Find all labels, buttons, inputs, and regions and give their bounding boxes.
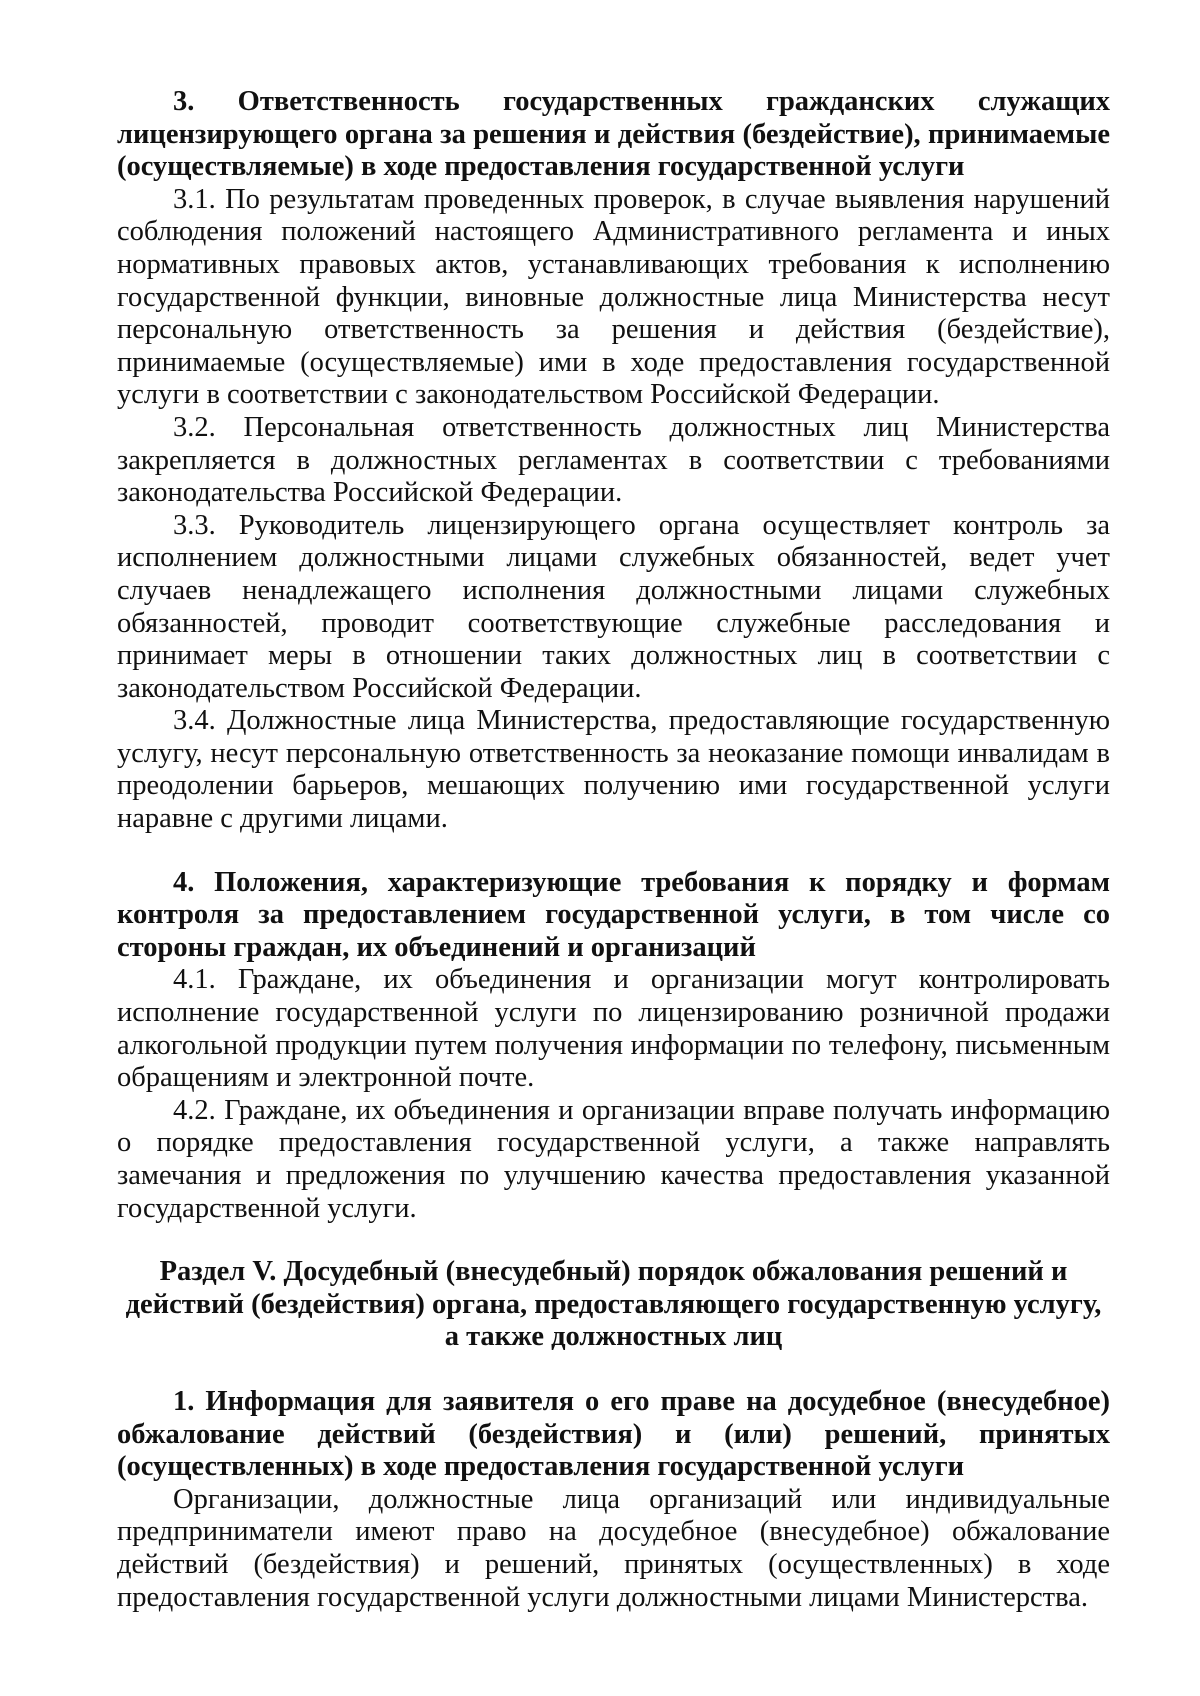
paragraph-4-1: 4.1. Граждане, их объединения и организации могут контролировать исполнение государственной услуги по лицензированию розничной продажи алкогольной продукции путем получения информации по телефону, письменным обращениям и электронной почте.	[117, 964, 1110, 1094]
paragraph-3-1: 3.1. По результатам проведенных проверок, в случае выявления нарушений соблюдения положений настоящего Административного регламента и иных нормативных правовых актов, устанавливающих требования к исполнению государственной функции, виновные должностные лица Министерства несут персональную ответственность за решения и действия (бездействие), принимаемые (осуществляемые) ими в ходе предоставления государственной услуги в соответствии с законодательством Российской Федерации.	[117, 183, 1110, 411]
heading-control-provisions: 4. Положения, характеризующие требования к порядку и формам контроля за предоставлением государственной услуги, в том числе со стороны граждан, их объединений и организаций	[117, 866, 1110, 963]
paragraph-3-2: 3.2. Персональная ответственность должностных лиц Министерства закрепляется в должностных регламентах в соответствии с требованиями законодательства Российской Федерации.	[117, 411, 1110, 509]
paragraph-4-2: 4.2. Граждане, их объединения и организации вправе получать информацию о порядке предоставления государственной услуги, а также направлять замечания и предложения по улучшению качества предоставления указанной государственной услуги.	[117, 1094, 1110, 1224]
spacer	[117, 836, 1110, 867]
heading-appeal-info: 1. Информация для заявителя о его праве на досудебное (внесудебное) обжалование действий (бездействия) и (или) решений, принятых (осуществленных) в ходе предоставления государственной услуги	[117, 1385, 1110, 1483]
document-page	[117, 86, 1110, 1614]
heading-responsibility: 3. Ответственность государственных гражданских служащих лицензирующего органа за решения и действия (бездействие), принимаемые (осуществляемые) в ходе предоставления государственной услуги	[117, 86, 1110, 183]
paragraph-3-3: 3.3. Руководитель лицензирующего органа осуществляет контроль за исполнением должностными лицами служебных обязанностей, ведет учет случаев ненадлежащего исполнения должностными лицами служебных обязанностей, проводит соответствующие служебные расследования и принимает меры в отношении таких должностных лиц в соответствии с законодательством Российской Федерации.	[117, 509, 1110, 704]
spacer	[117, 1225, 1110, 1256]
paragraph-appeal-right: Организации, должностные лица организаций или индивидуальные предприниматели имеют право на досудебное (внесудебное) обжалование действий (бездействия) и решений, принятых (осуществленных) в ходе предоставления государственной услуги должностными лицами Министерства.	[117, 1483, 1110, 1613]
paragraph-3-4: 3.4. Должностные лица Министерства, предоставляющие государственную услугу, несут персональную ответственность за неоказание помощи инвалидам в преодолении барьеров, мешающих получению ими государственной услуги наравне с другими лицами.	[117, 705, 1110, 835]
section-5-title: Раздел V. Досудебный (внесудебный) порядок обжалования решений и действий (бездействия) органа, предоставляющего государственную услугу, а также должностных лиц	[125, 1256, 1102, 1353]
spacer	[117, 1354, 1110, 1386]
